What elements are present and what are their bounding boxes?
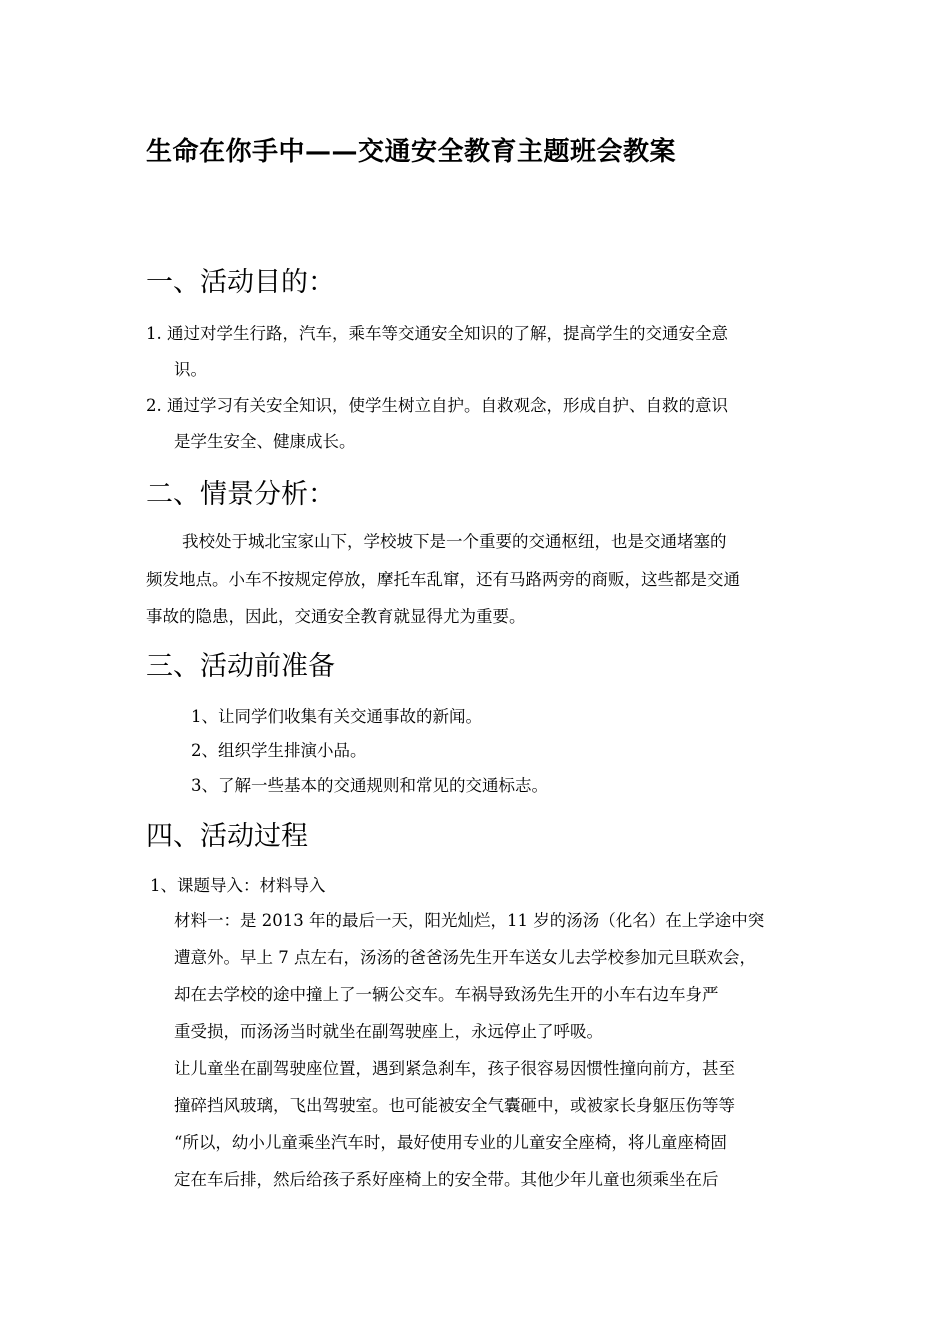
material-line: 让儿童坐在副驾驶座位置，遇到紧急刹车，孩子很容易因惯性撞向前方，甚至 [174,1059,735,1078]
material-line: 重受损，而汤汤当时就坐在副驾驶座上，永远停止了呼吸。 [174,1022,603,1041]
situation-paragraph-line: 频发地点。小车不按规定停放，摩托车乱窜，还有马路两旁的商贩，这些都是交通 [146,570,740,589]
material-line: 定在车后排，然后给孩子系好座椅上的安全带。其他少年儿童也须乘坐在后 [174,1170,719,1189]
purpose-item-2-cont: 是学生安全、健康成长。 [174,432,356,451]
purpose-item-1-cont: 识。 [174,360,207,379]
preparation-item-3: 3、了解一些基本的交通规则和常见的交通标志。 [191,776,548,795]
section-heading-process: 四、活动过程 [146,821,308,852]
situation-paragraph-line: 事故的隐患，因此，交通安全教育就显得尤为重要。 [146,607,526,626]
material-line: 遭意外。早上 7 点左右，汤汤的爸爸汤先生开车送女儿去学校参加元旦联欢会， [174,948,756,967]
section-heading-preparation: 三、活动前准备 [146,651,335,682]
purpose-item-2: 2. 通过学习有关安全知识，使学生树立自护。自救观念，形成自护、自救的意识 [146,396,728,415]
section-heading-situation: 二、情景分析： [146,479,335,510]
material-line: 却在去学校的途中撞上了一辆公交车。车祸导致汤先生开的小车右边车身严 [174,985,719,1004]
material-line: “所以，幼小儿童乘坐汽车时，最好使用专业的儿童安全座椅，将儿童座椅固 [174,1133,727,1152]
process-subheading: 1、课题导入：材料导入 [150,876,326,895]
purpose-item-1: 1. 通过对学生行路，汽车，乘车等交通安全知识的了解，提高学生的交通安全意 [146,324,728,343]
preparation-item-1: 1、让同学们收集有关交通事故的新闻。 [191,707,482,726]
preparation-item-2: 2、组织学生排演小品。 [191,741,367,760]
document-title: 生命在你手中——交通安全教育主题班会教案 [146,137,677,167]
material-line: 撞碎挡风玻璃，飞出驾驶室。也可能被安全气囊砸中，或被家长身躯压伤等等 [174,1096,735,1115]
material-line: 材料一：是 2013 年的最后一天，阳光灿烂，11 岁的汤汤（化名）在上学途中突 [174,911,765,930]
situation-paragraph-line: 我校处于城北宝家山下，学校坡下是一个重要的交通枢纽，也是交通堵塞的 [182,532,727,551]
section-heading-purpose: 一、活动目的： [146,267,335,298]
